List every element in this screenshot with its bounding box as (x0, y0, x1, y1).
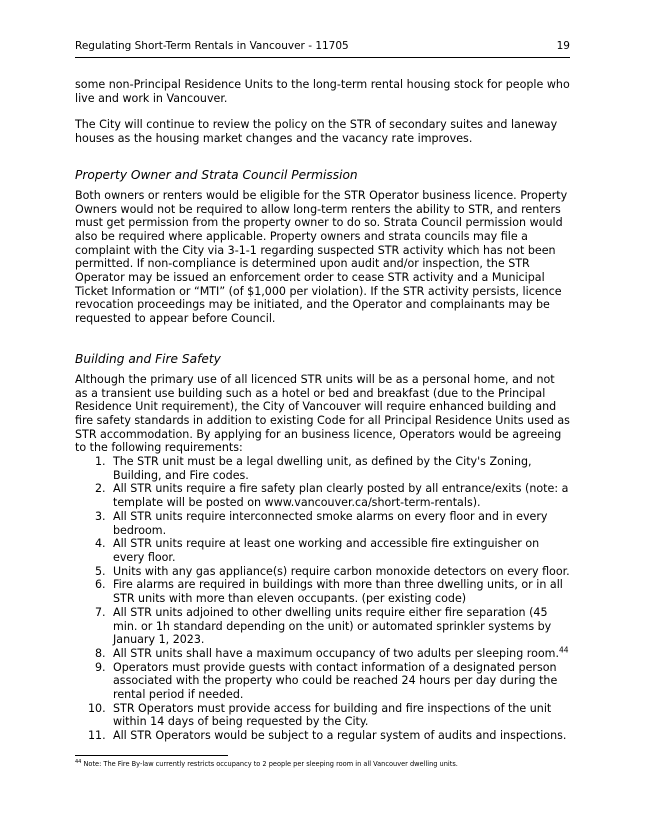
footnote-divider (75, 755, 228, 756)
list-text: Units with any gas appliance(s) require carbon monoxide detectors on every floor. (113, 564, 570, 578)
list-number: 5. (95, 564, 106, 578)
list-text: All STR Operators would be subject to a regular system of audits and inspections. (113, 729, 567, 743)
list-number: 10. (88, 701, 106, 715)
list-text: All STR units shall have a maximum occupancy of two adults per sleeping room. (113, 646, 559, 660)
list-item (75, 537, 570, 564)
list-text: All STR units require interconnected smoke alarms on every floor and in every bedroom. (113, 509, 548, 537)
footnote-reference[interactable]: 44 (559, 645, 569, 655)
list-item (75, 510, 570, 537)
list-text: The STR unit must be a legal dwelling unit, as defined by the City's Zoning, Building, and Fire codes. (113, 455, 532, 482)
list-number: 8. (95, 646, 106, 660)
list-number: 7. (95, 605, 106, 619)
list-item (75, 647, 570, 661)
list-number: 3. (95, 509, 106, 523)
list-number: 11. (88, 729, 106, 743)
list-text: STR Operators must provide access for building and fire inspections of the unit within 14 days of being requested by the City. (113, 701, 552, 729)
requirements-list (75, 455, 570, 743)
list-item (75, 661, 570, 702)
page-number: 19 (556, 40, 570, 52)
page-body (75, 78, 570, 743)
list-number: 4. (95, 537, 106, 551)
list-number: 9. (95, 660, 106, 674)
list-text: All STR units adjoined to other dwelling units require either fire separation (45 min. or 1h standard depending on the unit) or automated sprinkler systems by January 1, 2023. (113, 605, 552, 647)
footnote-marker: 44 (75, 758, 82, 765)
list-item (75, 565, 570, 579)
list-number: 6. (95, 578, 106, 592)
paragraph-building-fire-safety: Although the primary use of all licenced STR units will be as a personal home, and not as a transient use building such as a hotel or bed and breakfast (due to the Principal Residence Unit requirement), the City of Vancouver will require enhanced building and fire safety standards in addition to existing Code for all Principal Residence Units used as STR accommodation. By applying for an business licence, Operators would be agreeing to the following requirements: (75, 372, 570, 455)
paragraph-continuation: some non-Principal Residence Units to the long-term rental housing stock for people who live and work in Vancouver. (75, 78, 570, 105)
footnote-text: Note: The Fire By-law currently restricts occupancy to 2 people per sleeping room in all Vancouver dwelling units. (83, 760, 458, 768)
list-item (75, 482, 570, 509)
list-number: 1. (95, 455, 106, 469)
heading-building-fire-safety: Building and Fire Safety (75, 351, 221, 366)
header-title: Regulating Short-Term Rentals in Vancouver - 11705 (75, 40, 349, 52)
list-text: All STR units require at least one working and accessible fire extinguisher on every floor. (113, 537, 540, 564)
paragraph-owner-strata-permission: Both owners or renters would be eligible for the STR Operator business licence. Property Owners would not be required to allow long-term renters the ability to STR, and renters must get permission from the property owner to do so. Strata Council permission would also be required where applicable. Property owners and strata councils may file a complaint with the City via 3-1-1 regarding suspected STR activity which has not been permitted. If non-compliance is determined upon audit and/or inspection, the STR Operator may be issued an enforcement order to cease STR activity and a Municipal Ticket Information or “MTI” (of $1,000 per violation). If the STR activity persists, licence revocation proceedings may be initiated, and the Operator and complainants may be requested to appear before Council. (75, 188, 568, 326)
list-item (75, 729, 570, 743)
list-text: All STR units require a fire safety plan clearly posted by all entrance/exits (note: a template will be posted on www.vancouver.ca/short-term-rentals). (113, 482, 569, 510)
list-text: Operators must provide guests with contact information of a designated person associated with the property who could be reached 24 hours per day during the rental period if needed. (113, 660, 558, 702)
list-number: 2. (95, 482, 106, 496)
page-header (75, 39, 570, 58)
list-item (75, 702, 570, 729)
list-text: Fire alarms are required in buildings with more than three dwelling units, or in all STR units with more than eleven occupants. (per existing code) (113, 578, 563, 606)
paragraph-policy-review: The City will continue to review the policy on the STR of secondary suites and laneway houses as the housing market changes and the vacancy rate improves. (75, 118, 558, 146)
list-item (75, 606, 570, 647)
list-item (75, 455, 570, 482)
list-item (75, 578, 570, 605)
footnote (75, 760, 570, 769)
heading-owner-strata-permission: Property Owner and Strata Council Permission (75, 167, 358, 182)
